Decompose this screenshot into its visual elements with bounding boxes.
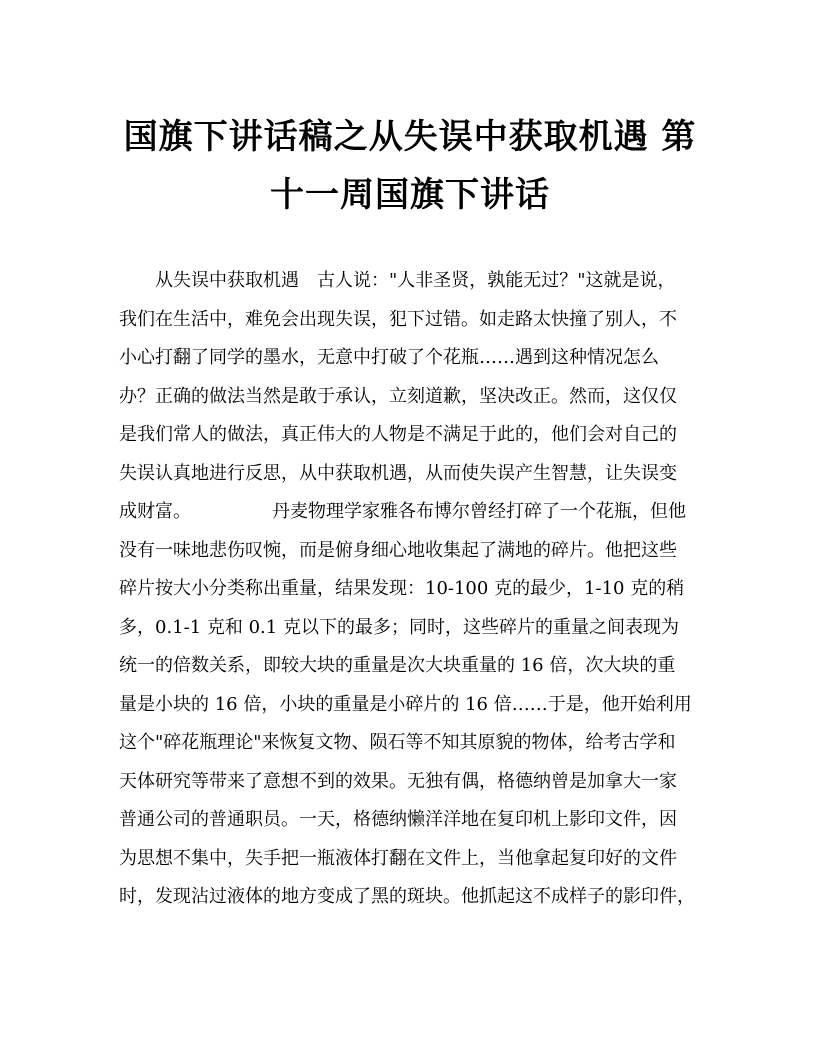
body-line: 量是小块的 16 倍，小块的重量是小碎片的 16 倍……于是，他开始利用 [119,693,692,715]
body-line: 这个"碎花瓶理论"来恢复文物、陨石等不知其原貌的物体，给考古学和 [119,732,676,753]
body-line: 没有一味地悲伤叹惋，而是俯身细心地收集起了满地的碎片。他把这些 [119,539,677,561]
document-title [110,108,710,224]
body-line: 统一的倍数关系，即较大块的重量是次大块重量的 16 倍，次大块的重 [119,655,676,676]
title-line: 十一周国旗下讲话 [270,175,550,215]
body-line: 我们在生活中，难免会出现失误，犯下过错。如走路太快撞了别人，不 [119,308,677,330]
body-text [119,262,699,917]
body-line: 多，0.1-1 克和 0.1 克以下的最多；同时，这些碎片的重量之间表现为 [119,616,679,638]
body-line: 从失误中获取机遇 古人说："人非圣贤，孰能无过？"这就是说， [119,270,676,291]
body-line: 小心打翻了同学的墨水，无意中打破了个花瓶……遇到这种情况怎么 [119,347,659,368]
body-line: 成财富。 丹麦物理学家雅各布博尔曾经打碎了一个花瓶，但他 [119,501,686,522]
title-line: 国旗下讲话稿之从失误中获取机遇 第 [123,117,697,157]
body-line: 碎片按大小分类称出重量，结果发现：10-100 克的最少，1-10 克的稍 [119,578,685,599]
body-line: 普通公司的普通职员。一天，格德纳懒洋洋地在复印机上影印文件，因 [119,809,677,830]
body-line: 天体研究等带来了意想不到的效果。无独有偶，格德纳曾是加拿大一家 [119,770,677,792]
body-line: 是我们常人的做法，真正伟大的人物是不满足于此的，他们会对自己的 [119,424,677,445]
body-line: 时，发现沾过液体的地方变成了黑的斑块。他抓起这不成样子的影印件， [119,886,695,907]
body-line: 办？正确的做法当然是敢于承认，立刻道歉，坚决改正。然而，这仅仅 [119,385,677,407]
body-line: 失误认真地进行反思，从中获取机遇，从而使失误产生智慧，让失误变 [119,462,677,484]
body-line: 为思想不集中，失手把一瓶液体打翻在文件上，当他拿起复印好的文件 [119,847,677,869]
